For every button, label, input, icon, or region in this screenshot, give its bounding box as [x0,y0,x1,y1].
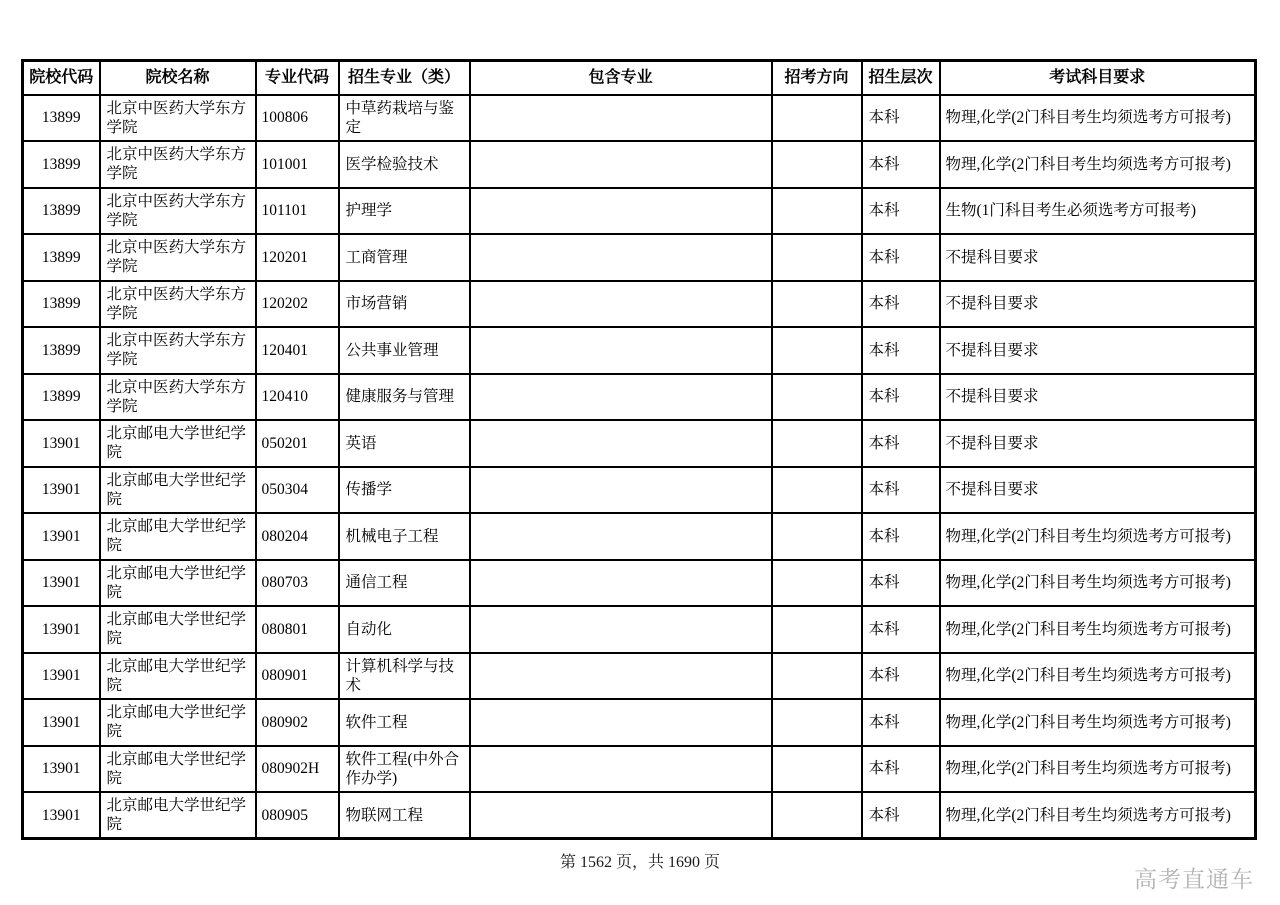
cell-college-code: 13901 [23,560,100,607]
cell-major-code: 120401 [256,327,339,374]
cell-level: 本科 [862,792,940,839]
cell-level: 本科 [862,560,940,607]
cell-direction [772,188,862,235]
cell-major-code: 101001 [256,141,339,188]
cell-college-name: 北京邮电大学世纪学院 [100,513,256,560]
subject-requirements-table [21,59,1257,840]
cell-college-code: 13901 [23,746,100,793]
cell-direction [772,95,862,142]
header-major: 招生专业（类） [339,61,470,95]
cell-level: 本科 [862,374,940,421]
cell-subject-requirements: 物理,化学(2门科目考生均须选考方可报考) [940,746,1256,793]
cell-included-majors [470,699,772,746]
cell-major-code: 050304 [256,467,339,514]
cell-level: 本科 [862,281,940,328]
cell-included-majors [470,327,772,374]
cell-level: 本科 [862,699,940,746]
cell-level: 本科 [862,653,940,700]
cell-included-majors [470,188,772,235]
cell-college-code: 13899 [23,95,100,142]
cell-included-majors [470,420,772,467]
cell-major-code: 101101 [256,188,339,235]
cell-level: 本科 [862,513,940,560]
cell-college-name: 北京中医药大学东方学院 [100,281,256,328]
table-row [23,281,1256,328]
cell-subject-requirements: 物理,化学(2门科目考生均须选考方可报考) [940,792,1256,839]
cell-direction [772,467,862,514]
cell-college-name: 北京中医药大学东方学院 [100,234,256,281]
cell-direction [772,141,862,188]
cell-included-majors [470,653,772,700]
table-row [23,513,1256,560]
cell-major-code: 080902H [256,746,339,793]
cell-subject-requirements: 物理,化学(2门科目考生均须选考方可报考) [940,699,1256,746]
cell-college-name: 北京邮电大学世纪学院 [100,420,256,467]
table-row [23,653,1256,700]
cell-major: 通信工程 [339,560,470,607]
cell-major-code: 080902 [256,699,339,746]
cell-direction [772,699,862,746]
cell-major: 传播学 [339,467,470,514]
cell-direction [772,374,862,421]
cell-college-code: 13901 [23,699,100,746]
cell-major: 护理学 [339,188,470,235]
watermark-gaokao-zhitongche: 高考直通车 [1134,866,1254,892]
cell-included-majors [470,141,772,188]
cell-subject-requirements: 不提科目要求 [940,234,1256,281]
table-row [23,95,1256,142]
cell-major-code: 080703 [256,560,339,607]
cell-college-code: 13899 [23,374,100,421]
header-level: 招生层次 [862,61,940,95]
table-body [23,95,1256,839]
cell-direction [772,327,862,374]
cell-included-majors [470,281,772,328]
cell-subject-requirements: 生物(1门科目考生必须选考方可报考) [940,188,1256,235]
cell-included-majors [470,606,772,653]
cell-college-name: 北京邮电大学世纪学院 [100,653,256,700]
table-row [23,746,1256,793]
cell-direction [772,420,862,467]
header-included-majors: 包含专业 [470,61,772,95]
cell-direction [772,513,862,560]
cell-level: 本科 [862,746,940,793]
cell-level: 本科 [862,188,940,235]
cell-included-majors [470,792,772,839]
cell-included-majors [470,513,772,560]
table-row [23,327,1256,374]
cell-subject-requirements: 物理,化学(2门科目考生均须选考方可报考) [940,95,1256,142]
cell-college-code: 13901 [23,606,100,653]
cell-subject-requirements: 不提科目要求 [940,374,1256,421]
header-subject-requirements: 考试科目要求 [940,61,1256,95]
cell-level: 本科 [862,327,940,374]
cell-included-majors [470,374,772,421]
cell-major-code: 080801 [256,606,339,653]
cell-subject-requirements: 不提科目要求 [940,467,1256,514]
cell-subject-requirements: 不提科目要求 [940,281,1256,328]
cell-major: 软件工程(中外合作办学) [339,746,470,793]
cell-college-name: 北京邮电大学世纪学院 [100,467,256,514]
cell-level: 本科 [862,420,940,467]
table-row [23,467,1256,514]
cell-college-code: 13901 [23,653,100,700]
cell-level: 本科 [862,141,940,188]
cell-college-name: 北京邮电大学世纪学院 [100,792,256,839]
cell-subject-requirements: 物理,化学(2门科目考生均须选考方可报考) [940,606,1256,653]
cell-major-code: 050201 [256,420,339,467]
cell-major: 软件工程 [339,699,470,746]
cell-major-code: 080901 [256,653,339,700]
cell-subject-requirements: 物理,化学(2门科目考生均须选考方可报考) [940,513,1256,560]
cell-direction [772,560,862,607]
header-major-code: 专业代码 [256,61,339,95]
cell-level: 本科 [862,467,940,514]
cell-college-name: 北京中医药大学东方学院 [100,95,256,142]
cell-level: 本科 [862,95,940,142]
cell-major: 医学检验技术 [339,141,470,188]
cell-major: 计算机科学与技术 [339,653,470,700]
cell-included-majors [470,746,772,793]
cell-major-code: 120201 [256,234,339,281]
table-row [23,420,1256,467]
cell-included-majors [470,467,772,514]
cell-direction [772,234,862,281]
cell-college-name: 北京中医药大学东方学院 [100,141,256,188]
cell-major-code: 080204 [256,513,339,560]
cell-college-code: 13901 [23,792,100,839]
table-row [23,141,1256,188]
cell-college-code: 13901 [23,467,100,514]
cell-subject-requirements: 不提科目要求 [940,327,1256,374]
table-row [23,792,1256,839]
cell-college-code: 13899 [23,234,100,281]
cell-direction [772,792,862,839]
cell-major-code: 120410 [256,374,339,421]
cell-major: 中草药栽培与鉴定 [339,95,470,142]
cell-level: 本科 [862,234,940,281]
cell-major-code: 080905 [256,792,339,839]
cell-included-majors [470,560,772,607]
cell-major: 公共事业管理 [339,327,470,374]
cell-major-code: 100806 [256,95,339,142]
cell-college-code: 13899 [23,188,100,235]
table-row [23,606,1256,653]
cell-college-name: 北京中医药大学东方学院 [100,374,256,421]
cell-college-code: 13901 [23,420,100,467]
cell-college-code: 13899 [23,327,100,374]
cell-major: 自动化 [339,606,470,653]
cell-direction [772,281,862,328]
cell-major: 工商管理 [339,234,470,281]
cell-included-majors [470,234,772,281]
cell-college-name: 北京邮电大学世纪学院 [100,560,256,607]
cell-subject-requirements: 物理,化学(2门科目考生均须选考方可报考) [940,560,1256,607]
cell-direction [772,653,862,700]
cell-college-name: 北京中医药大学东方学院 [100,188,256,235]
cell-college-code: 13901 [23,513,100,560]
cell-college-name: 北京邮电大学世纪学院 [100,606,256,653]
cell-direction [772,606,862,653]
cell-major: 健康服务与管理 [339,374,470,421]
table-row [23,374,1256,421]
table-row [23,560,1256,607]
cell-subject-requirements: 物理,化学(2门科目考生均须选考方可报考) [940,141,1256,188]
cell-major: 市场营销 [339,281,470,328]
table-header [23,61,1256,95]
header-row [23,61,1256,95]
cell-college-code: 13899 [23,141,100,188]
cell-level: 本科 [862,606,940,653]
table-row [23,234,1256,281]
header-direction: 招考方向 [772,61,862,95]
cell-college-name: 北京邮电大学世纪学院 [100,699,256,746]
table-row [23,699,1256,746]
cell-major: 物联网工程 [339,792,470,839]
header-college-code: 院校代码 [23,61,100,95]
cell-college-code: 13899 [23,281,100,328]
header-college-name: 院校名称 [100,61,256,95]
cell-college-name: 北京中医药大学东方学院 [100,327,256,374]
page-number-footer: 第 1562 页，共 1690 页 [559,854,720,871]
cell-direction [772,746,862,793]
cell-college-name: 北京邮电大学世纪学院 [100,746,256,793]
cell-major: 英语 [339,420,470,467]
cell-subject-requirements: 不提科目要求 [940,420,1256,467]
table-row [23,188,1256,235]
cell-major-code: 120202 [256,281,339,328]
cell-major: 机械电子工程 [339,513,470,560]
cell-subject-requirements: 物理,化学(2门科目考生均须选考方可报考) [940,653,1256,700]
cell-included-majors [470,95,772,142]
